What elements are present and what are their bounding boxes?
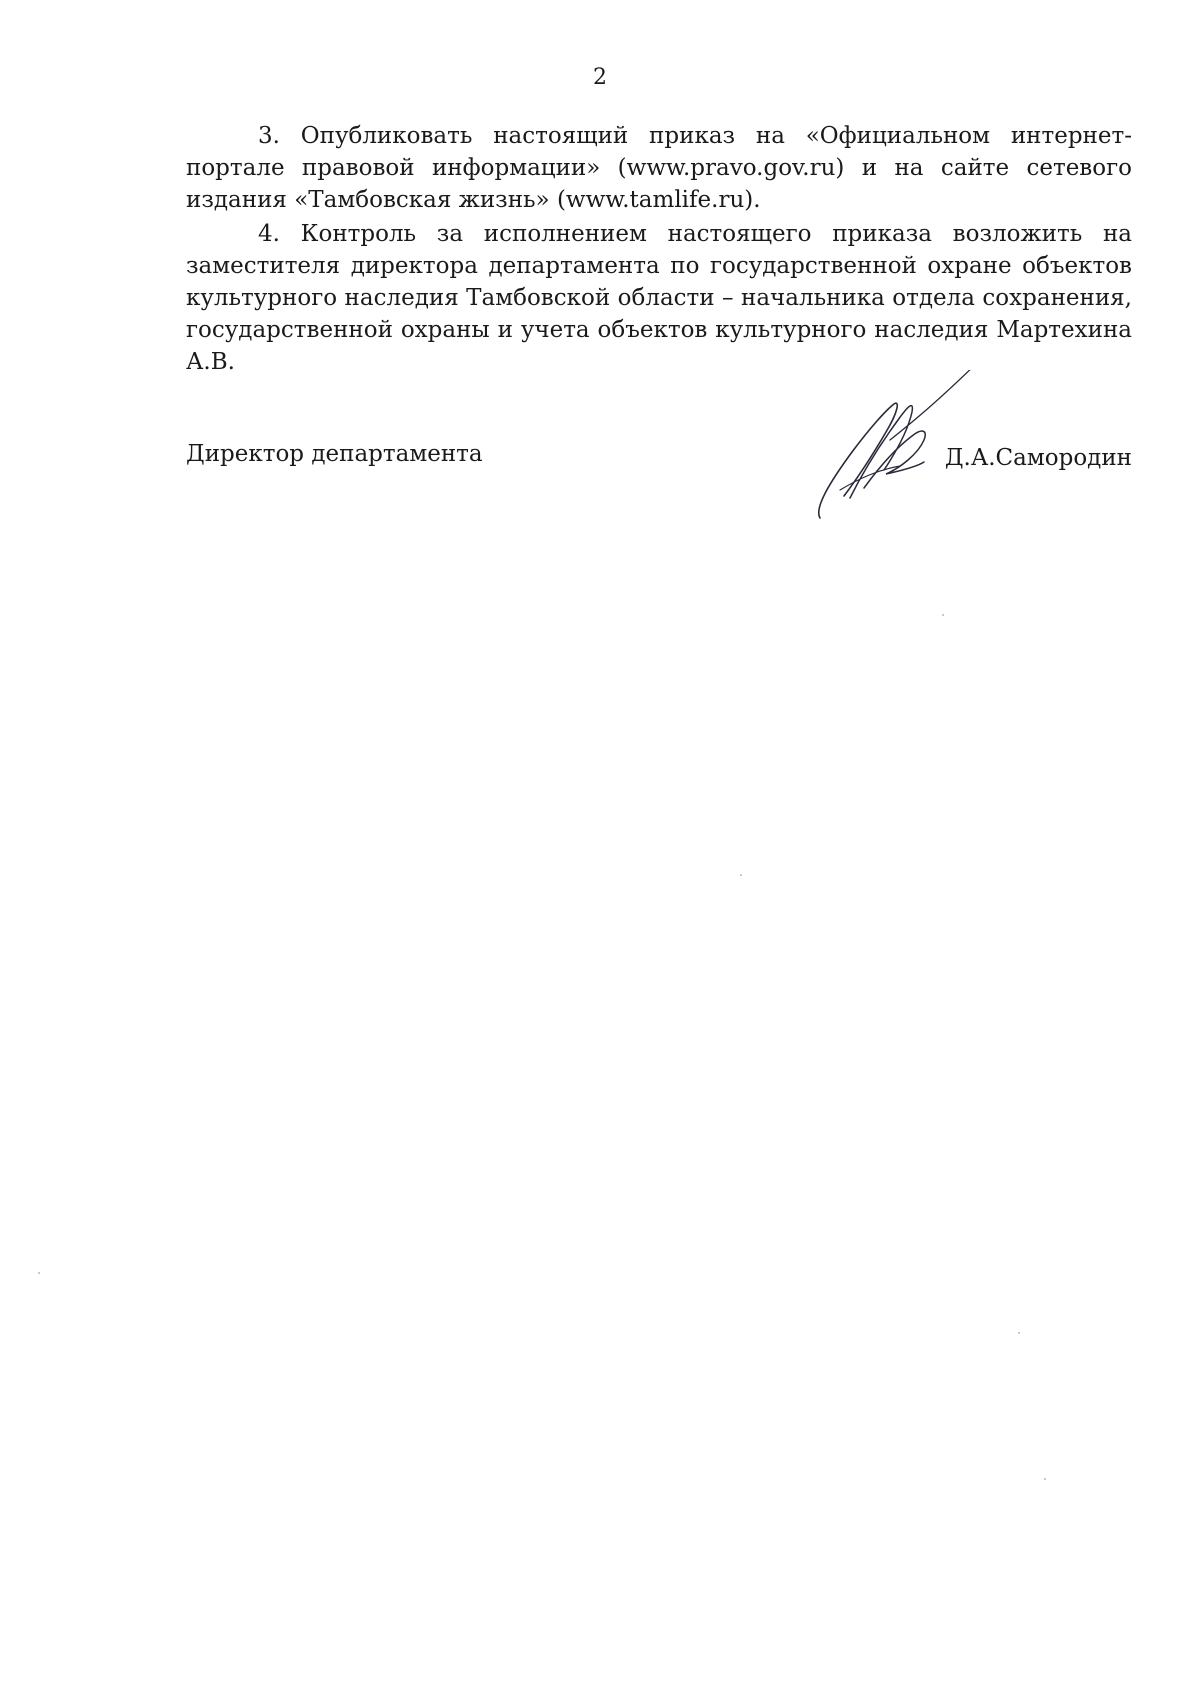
scan-speck [1018,1332,1020,1334]
signatory-name: Д.А.Самородин [944,445,1132,471]
page-number: 2 [593,65,607,90]
scan-speck [740,874,742,876]
document-body [186,120,1132,378]
signatory-title: Директор департамента [186,441,483,467]
paragraph-control: 4. Контроль за исполнением настоящего приказа возложить на заместителя директора департамента по государственной охране объектов культурного наследия Тамбовской области – начальника отдела сохранения, государственной охраны и учета объектов культурного наследия Мартехина А.В. [186,221,1132,375]
scan-speck [38,1272,40,1274]
scan-speck [942,614,944,616]
paragraph-publication: 3. Опубликовать настоящий приказ на «Официальном интернет-портале правовой информации» (www.pravo.gov.ru) и на сайте сетевого издания «Тамбовская жизнь» (www.tamlife.ru). [186,123,1132,213]
scan-speck [1044,1478,1046,1480]
